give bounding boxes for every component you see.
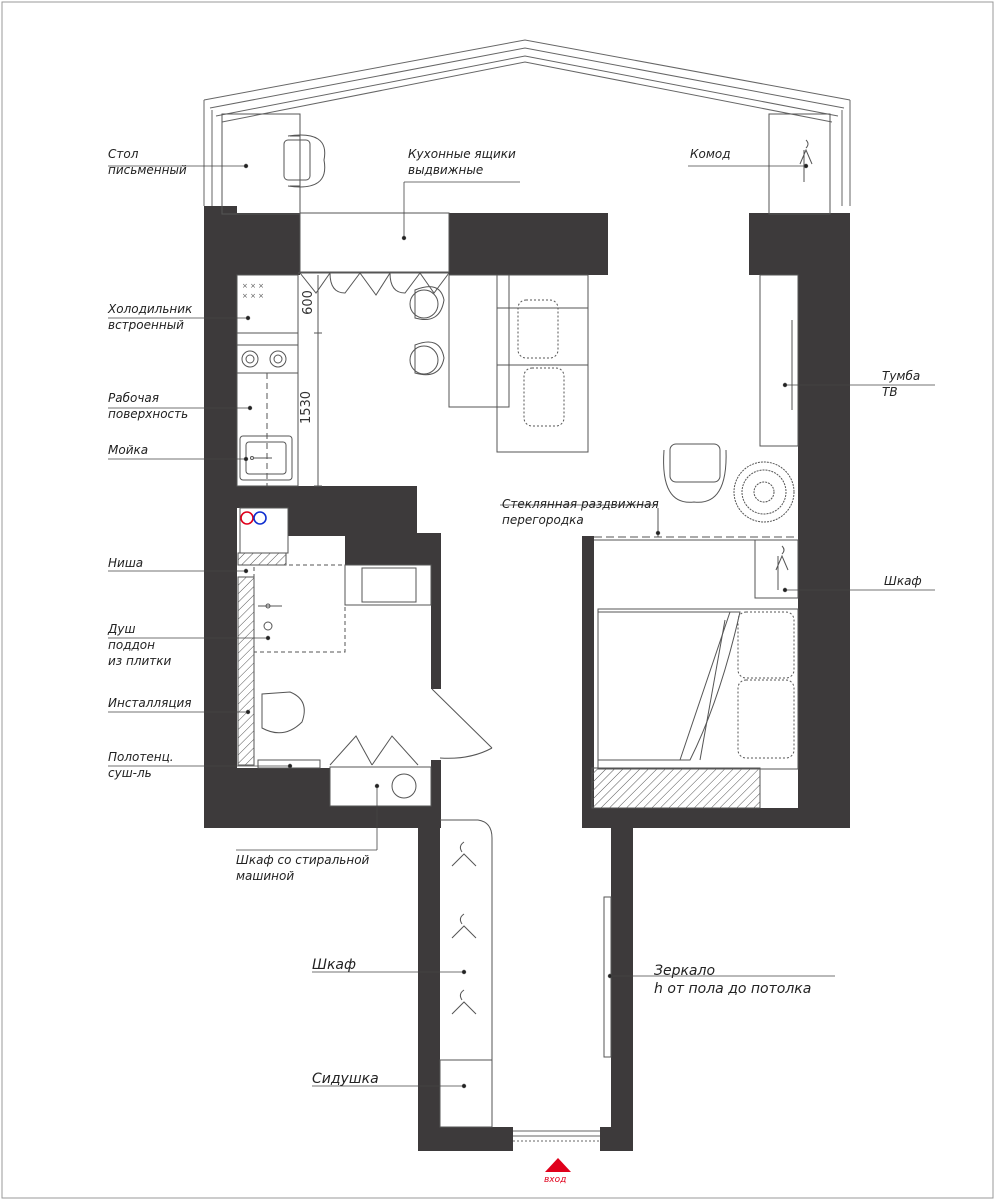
label-line: из плитки bbox=[108, 654, 172, 668]
label-line: Тумба bbox=[882, 369, 921, 383]
label-line: Стол bbox=[108, 147, 139, 161]
dresser bbox=[769, 114, 830, 214]
pillow-icon bbox=[518, 300, 564, 426]
hanger-icon bbox=[452, 914, 476, 938]
wall-under-washer bbox=[330, 806, 418, 828]
label-line: Комод bbox=[690, 147, 731, 161]
svg-text:× × ×: × × × bbox=[242, 282, 265, 290]
label-line: перегородка bbox=[502, 513, 584, 527]
label-installation bbox=[108, 695, 192, 711]
label-line: Полотенц. bbox=[108, 750, 174, 764]
bench bbox=[440, 1060, 492, 1127]
hanger-icon bbox=[800, 140, 812, 182]
label-niche bbox=[108, 555, 143, 571]
toilet-icon bbox=[262, 692, 304, 733]
label-line: Инсталляция bbox=[108, 696, 192, 710]
shower-icon bbox=[258, 604, 282, 630]
label-bench bbox=[312, 1070, 379, 1088]
wall-top-middle bbox=[449, 213, 608, 275]
label-line: Кухонные ящики bbox=[408, 147, 516, 161]
label-line: поверхность bbox=[108, 407, 189, 421]
wall-corridor-bottom-right bbox=[600, 1127, 633, 1151]
wall-bath-top-block bbox=[288, 486, 417, 536]
bed bbox=[598, 609, 798, 769]
bath-washbasin bbox=[362, 568, 416, 602]
label-line: Рабочая bbox=[108, 391, 159, 405]
label-line: Холодильник bbox=[108, 302, 193, 316]
label-desk bbox=[108, 146, 187, 178]
label-line: Зеркало bbox=[654, 963, 716, 979]
label-kitchen-drawers bbox=[408, 146, 516, 178]
entrance-arrow-icon bbox=[545, 1158, 571, 1172]
bar-stool-icon bbox=[410, 342, 444, 375]
label-line: встроенный bbox=[108, 318, 184, 332]
label-shower bbox=[108, 621, 171, 669]
niche bbox=[240, 508, 288, 553]
label-line: Мойка bbox=[108, 443, 149, 457]
label-line: суш-ль bbox=[108, 766, 152, 780]
desk bbox=[222, 114, 300, 214]
wall-bottom-right bbox=[582, 808, 850, 828]
label-line: Шкаф со стиральной bbox=[236, 853, 370, 867]
hanger-icon bbox=[776, 546, 788, 590]
label-line: Шкаф bbox=[312, 957, 356, 973]
wall-bottom-left bbox=[204, 768, 330, 828]
armchair-icon bbox=[664, 444, 727, 502]
walls bbox=[204, 206, 850, 1151]
hanger-icon bbox=[452, 842, 476, 866]
label-bedroom-wardrobe bbox=[884, 573, 922, 589]
sofa bbox=[497, 275, 588, 452]
installation-wall bbox=[238, 553, 286, 565]
cold-pipe-icon bbox=[254, 512, 266, 524]
label-worktop bbox=[108, 390, 188, 422]
wall-corridor-left bbox=[418, 806, 440, 1151]
headboard bbox=[592, 768, 760, 808]
label-line: Шкаф bbox=[884, 574, 922, 588]
wall-bath-top-step bbox=[345, 533, 441, 565]
wall-left-outer bbox=[204, 206, 237, 828]
cooktop-icon bbox=[237, 345, 298, 373]
kitchen-drawers bbox=[300, 213, 449, 272]
label-dresser bbox=[690, 146, 731, 162]
label-fridge bbox=[108, 301, 192, 333]
label-line: выдвижные bbox=[408, 163, 484, 177]
dimension-600: 600 bbox=[300, 290, 316, 315]
balcony bbox=[204, 40, 850, 206]
kitchen-cabinet-doors bbox=[298, 273, 449, 295]
bath-shelf bbox=[345, 565, 431, 605]
label-line: h от пола до потолка bbox=[654, 981, 812, 997]
label-line: поддон bbox=[108, 638, 155, 652]
label-washer-cabinet bbox=[236, 852, 369, 884]
washer-icon bbox=[392, 774, 416, 798]
rug-icon bbox=[734, 462, 794, 522]
label-line: Стеклянная раздвижная bbox=[502, 497, 659, 511]
wall-corridor-bottom-left bbox=[418, 1127, 513, 1151]
label-line: письменный bbox=[108, 163, 187, 177]
hot-pipe-icon bbox=[241, 512, 253, 524]
wall-right-outer bbox=[798, 213, 850, 828]
label-mirror bbox=[654, 962, 811, 998]
label-tv-stand bbox=[882, 368, 920, 400]
label-line: Ниша bbox=[108, 556, 144, 570]
desk-chair-icon bbox=[284, 135, 325, 187]
wall-bath-right bbox=[431, 533, 441, 689]
installation bbox=[238, 577, 254, 765]
hanger-icon bbox=[452, 990, 476, 1014]
label-sink bbox=[108, 442, 148, 458]
label-glass-partition bbox=[502, 496, 659, 528]
label-towel-dryer bbox=[108, 749, 174, 781]
label-line: Сидушка bbox=[312, 1071, 379, 1087]
bar-counter bbox=[449, 275, 509, 407]
svg-text:× × ×: × × × bbox=[242, 292, 265, 300]
fridge-icon bbox=[242, 282, 264, 300]
pillow-icon bbox=[738, 612, 794, 758]
blanket-icon bbox=[598, 612, 740, 760]
bath-door bbox=[330, 689, 492, 765]
dimension-1530: 1530 bbox=[299, 390, 315, 425]
label-hall-wardrobe bbox=[312, 956, 356, 974]
label-line: машиной bbox=[236, 869, 295, 883]
wall-top-left bbox=[204, 213, 300, 275]
bar-stool-icon bbox=[410, 287, 444, 320]
label-line: Душ bbox=[108, 622, 136, 636]
entrance-label: вход bbox=[544, 1175, 567, 1185]
label-line: ТВ bbox=[882, 385, 898, 399]
entrance-door bbox=[513, 1131, 600, 1141]
wall-corridor-right bbox=[611, 828, 633, 1151]
